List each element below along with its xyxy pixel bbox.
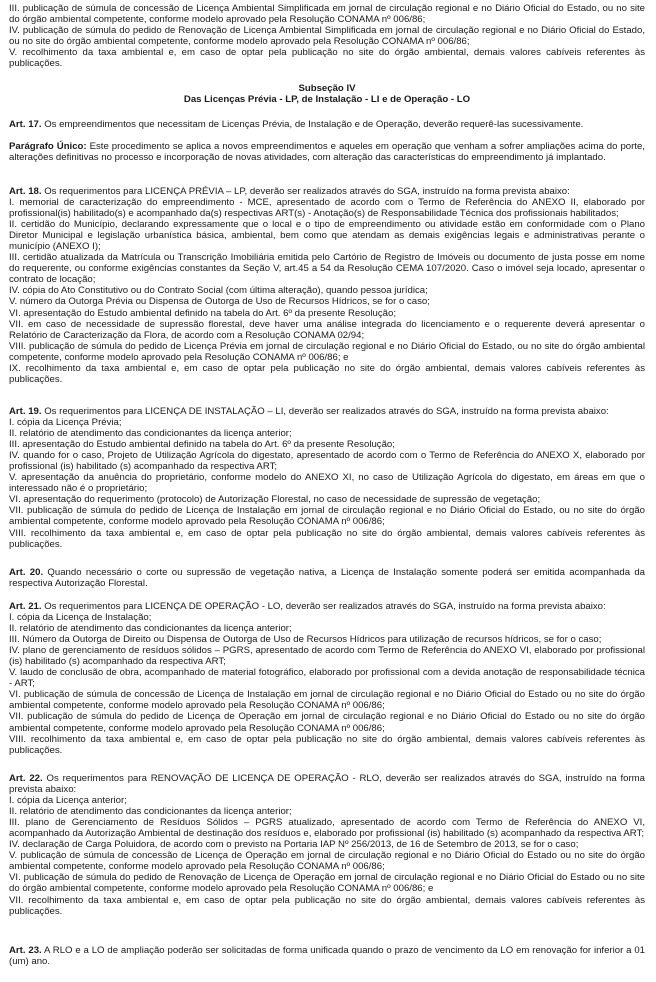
list-item: VI. apresentação do Estudo ambiental definido na tabela do Art. 6º da presente Resolução; bbox=[9, 307, 396, 319]
list-item: VII. publicação de súmula do pedido de Licença de Instalação em jornal de circulação regional e no Diário Oficial do Estado, ou no site do órgão ambiental competente, conforme modelo aprovado pela Resolução CONAMA nº 006/86; bbox=[9, 505, 645, 528]
article-text: Quando necessário o corte ou supressão de vegetação nativa, a Licença de Instalação somente poderá ser emitida acompanhada da respectiva Autorização Florestal. bbox=[9, 567, 645, 590]
article-paragraph bbox=[9, 406, 645, 417]
list-item: V. recolhimento da taxa ambiental e, em caso de optar pela publicação no site do órgão ambiental, demais valores cabíveis referentes às publicações. bbox=[9, 47, 645, 70]
list-item: IX. recolhimento da taxa ambiental e, em caso de optar pela publicação no site do órgão ambiental, demais valores cabíveis referentes às publicações. bbox=[9, 362, 645, 385]
list-item: III. Número da Outorga de Direito ou Dispensa de Outorga de Uso de Recursos Hídricos para utilização de recursos hídricos, se for o caso; bbox=[9, 634, 602, 646]
article-paragraph bbox=[9, 601, 645, 612]
subsection-title: Subseção IV bbox=[298, 83, 356, 94]
article-22 bbox=[9, 773, 645, 917]
paragrafo-unico bbox=[9, 141, 645, 163]
list-item: V. laudo de conclusão de obra, acompanhado de material fotográfico, elaborado por profissional com a devida anotação de responsabilidade técnica - ART; bbox=[9, 667, 645, 690]
list-item: V. publicação de súmula de concessão de Licença de Operação em jornal de circulação regional e no Diário Oficial do Estado ou no site do órgão ambiental competente, conforme modelo aprovado pela Resolução CONAMA nº 006/86; bbox=[9, 850, 645, 873]
list-item: I. memorial de caracterização do empreendimento - MCE, apresentado de acordo com o Termo de Referência do ANEXO II, elaborado por profissional(is) habilitado(s) e acompanhado da(s) respectivas ART(s) - Anotação(s) de Responsabilidade Técnica dos profissionais habilitados; bbox=[9, 197, 645, 220]
list-item: I. cópia da Licença de Instalação; bbox=[9, 612, 152, 624]
list-item: II. relatório de atendimento das condicionantes da licença anterior; bbox=[9, 428, 292, 440]
list-item: VII. recolhimento da taxa ambiental e, em caso de optar pela publicação no site do órgão ambiental, demais valores cabíveis referentes às publicações. bbox=[9, 894, 645, 917]
article-19 bbox=[9, 406, 645, 550]
article-17 bbox=[9, 119, 645, 130]
article-label: Art. 20. bbox=[9, 567, 44, 578]
article-18 bbox=[9, 186, 645, 385]
article-text: Os requerimentos para LICENÇA PRÉVIA – LP, deverão ser realizados através do SGA, instruído na forma prevista abaixo: bbox=[41, 186, 570, 197]
article-21 bbox=[9, 601, 645, 756]
article-paragraph bbox=[9, 141, 645, 163]
list-item: IV. cópia do Ato Constitutivo ou do Contrato Social (com última alteração), quando pessoa jurídica; bbox=[9, 285, 428, 297]
article-text: Os requerimentos para RENOVAÇÃO DE LICENÇA DE OPERAÇÃO - RLO, deverão ser realizados através do SGA, instruído na forma prevista abaixo: bbox=[9, 773, 646, 796]
list-item: VI. publicação de súmula do pedido de Renovação de Licença de Operação em jornal de circulação regional e no Diário Oficial do Estado ou no site do órgão ambiental competente, conforme modelo aprovado pela Resolução CONAMA nº 006/86; e bbox=[9, 872, 645, 895]
article-text: Os requerimentos para LICENÇA DE INSTALAÇÃO – LI, deverão ser realizados através do SGA, instruído na forma prevista abaixo: bbox=[41, 406, 609, 417]
paragrafo-text: Este procedimento se aplica a novos empreendimentos e aqueles em operação que venham a sofrer ampliações acima do porte, alterações definitivas no processo e incorporação de novas atividades, com alteração das características do empreendimento já implantado. bbox=[9, 141, 645, 164]
list-item: III. publicação de súmula de concessão de Licença Ambiental Simplificada em jornal de circulação regional e no Diário Oficial do Estado, ou no site do órgão ambiental competente, conforme modelo aprovado pela Resolução CONAMA nº 006/86; bbox=[9, 3, 645, 26]
article-20 bbox=[9, 567, 645, 589]
list-item: IV. quando for o caso, Projeto de Utilização Agrícola do digestato, apresentado de acordo com o Termo de Referência do ANEXO X, elaborado por profissional (is) habilitado (s) acompanhado da respectiva ART; bbox=[9, 450, 645, 473]
list-item: V. número da Outorga Prévia ou Dispensa de Outorga de Uso de Recursos Hídricos, se for o caso; bbox=[9, 296, 430, 308]
list-item: VI. apresentação do requerimento (protocolo) de Autorização Florestal, no caso de necessidade de supressão de vegetação; bbox=[9, 494, 541, 506]
list-item: II. certidão do Município, declarando expressamente que o local e o tipo de empreendimento ou atividade estão em conformidade com o Plano Diretor Municipal e legislação urbanística básica, ambiental, bem como que atendam as demais exigências legais e administrativas perante o município (ANEXO I); bbox=[9, 219, 645, 253]
subsection-subtitle: Das Licenças Prévia - LP, de Instalação - LI e de Operação - LO bbox=[183, 94, 471, 106]
list-item: III. plano de Gerenciamento de Resíduos Sólidos – PGRS atualizado, apresentado de acordo com Termo de Referência do ANEXO VI, acompanhado da Autorização Ambiental de destinação dos resíduos e, elaborado por profissional (is) habilitado (s) acompanhado da respectiva ART; bbox=[9, 817, 645, 840]
list-item: IV. declaração de Carga Poluidora, de acordo com o previsto na Portaria IAP Nº 256/2013, de 16 de Setembro de 2013, se for o caso; bbox=[9, 839, 579, 851]
article-23 bbox=[9, 945, 645, 967]
list-item: IV. plano de gerenciamento de resíduos sólidos – PGRS, apresentado de acordo com Termo de Referência do ANEXO VI, elaborado por profissional (is) habilitado (s) acompanhado da respectiva ART; bbox=[9, 645, 645, 668]
article-paragraph bbox=[9, 773, 645, 795]
list-item: II. relatório de atendimento das condicionantes da licença anterior; bbox=[9, 806, 292, 818]
list-item: II. relatório de atendimento das condicionantes da licença anterior; bbox=[9, 623, 292, 635]
list-item: III. apresentação do Estudo ambiental definido na tabela do Art. 6º da presente Resolução; bbox=[9, 439, 395, 451]
article-paragraph bbox=[9, 119, 645, 130]
article-label: Art. 21. bbox=[9, 601, 42, 612]
list-item: V. apresentação da anuência do proprietário, conforme modelo do ANEXO XI, no caso de Utilização Agrícola do digestato, em áreas em que o interessado não é o proprietário; bbox=[9, 472, 645, 495]
top-item-list bbox=[9, 3, 645, 69]
list-item: VIII. publicação de súmula do pedido de Licença Prévia em jornal de circulação regional e no Diário Oficial do Estado, ou no site do órgão ambiental competente, conforme modelo aprovado pela Resolução CONAMA nº 006/86; e bbox=[9, 340, 645, 363]
list-item: VIII. recolhimento da taxa ambiental e, em caso de optar pela publicação no site do órgão ambiental, demais valores cabíveis referentes às publicações. bbox=[9, 733, 645, 756]
article-text: Os requerimentos para LICENÇA DE OPERAÇÃO - LO, deverão ser realizados através do SGA, instruído na forma prevista abaixo: bbox=[41, 601, 606, 612]
subsection-heading bbox=[9, 83, 645, 105]
list-item: VII. em caso de necessidade de supressão florestal, deve haver uma análise integrada do licenciamento e o requerente deverá apresentar o Relatório de Caracterização da Flora, de acordo com a Resolução CONAMA 02/94; bbox=[9, 318, 645, 341]
article-label: Art. 19. bbox=[9, 406, 42, 417]
list-item: I. cópia da Licença anterior; bbox=[9, 795, 127, 807]
article-label: Art. 17. bbox=[9, 119, 42, 130]
article-label: Art. 18. bbox=[9, 186, 42, 197]
article-label: Art. 23. bbox=[9, 945, 42, 956]
list-item: VII. publicação de súmula do pedido de Licença de Operação em jornal de circulação regional e no Diário Oficial do Estado ou no site do órgão ambiental competente, conforme modelo aprovado pela Resolução CONAMA nº 006/86; bbox=[9, 711, 645, 734]
list-item: VI. publicação de súmula de concessão de Licença de Instalação em jornal de circulação regional e no Diário Oficial do Estado ou no site do órgão ambiental competente, conforme modelo aprovado pela Resolução CONAMA nº 006/86; bbox=[9, 689, 645, 712]
article-text: A RLO e a LO de ampliação poderão ser solicitadas de forma unificada quando o prazo de vencimento da LO em renovação for inferior a 01 (um) ano. bbox=[9, 945, 645, 968]
article-text: Os empreendimentos que necessitam de Licenças Prévia, de Instalação e de Operação, deverão requerê-las sucessivamente. bbox=[41, 119, 584, 130]
list-item: VIII. recolhimento da taxa ambiental e, em caso de optar pela publicação no site do órgão ambiental, demais valores cabíveis referentes às publicações. bbox=[9, 527, 645, 550]
article-paragraph bbox=[9, 945, 645, 967]
article-label: Art. 22. bbox=[9, 773, 43, 784]
list-item: I. cópia da Licença Prévia; bbox=[9, 417, 122, 429]
article-paragraph bbox=[9, 567, 645, 589]
list-item: III. certidão atualizada da Matrícula ou Transcrição Imobiliária emitida pelo Cartório de Registro de Imóveis ou documento de justa posse em nome do requerente, ou conforme exigências constantes da Seção V, art.45 a 54 da Resolução CEMA 107/2020. Caso o imóvel seja locado, apresentar o contrato de locação; bbox=[9, 252, 645, 286]
paragrafo-label: Parágrafo Único: bbox=[9, 141, 87, 152]
list-item: IV. publicação de súmula do pedido de Renovação de Licença Ambiental Simplificada em jornal de circulação regional e no Diário Oficial do Estado, ou no site do órgão ambiental competente, conforme modelo aprovado pela Resolução CONAMA nº 006/86; bbox=[9, 25, 645, 48]
article-paragraph bbox=[9, 186, 645, 197]
